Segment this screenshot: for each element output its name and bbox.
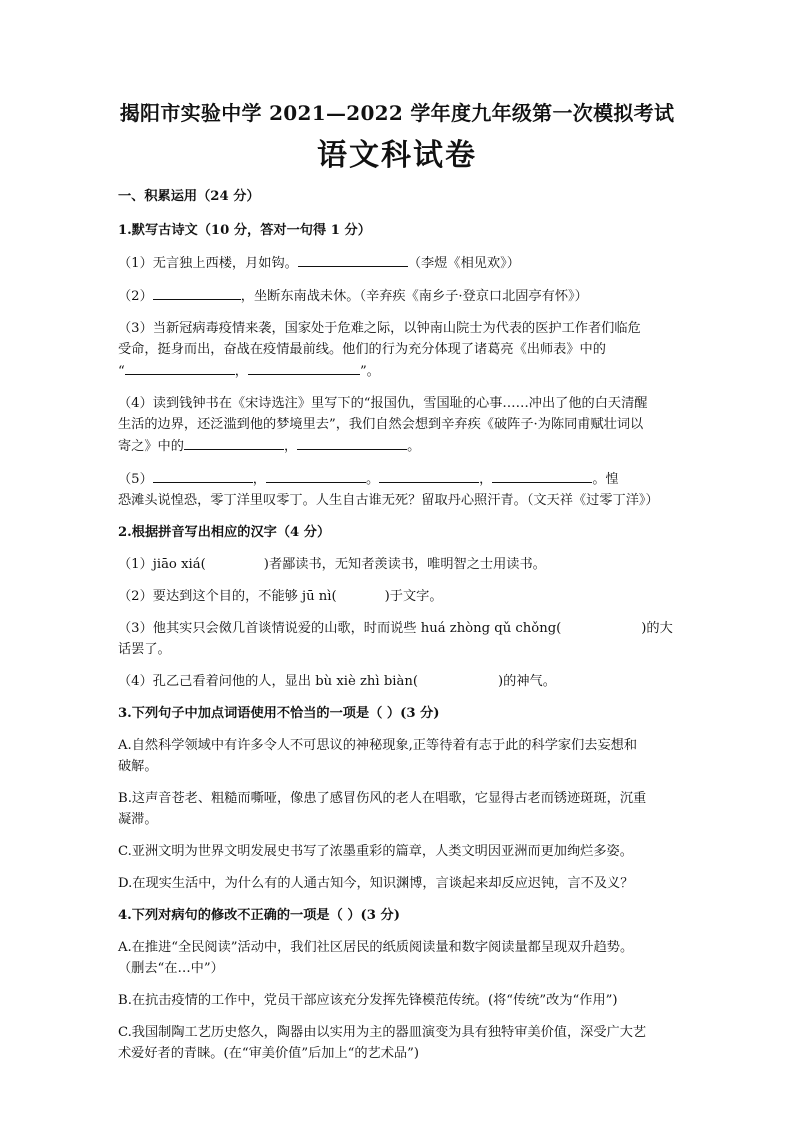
q2-item-3 bbox=[118, 618, 678, 660]
q3-option-a-line-1: A.自然科学领域中有许多令人不可思议的神秘现象,正等待着有志于此的科学家们去妄想和 bbox=[118, 738, 638, 753]
q2-item-2-end: )于文字。 bbox=[384, 589, 443, 604]
q4-option-c-line-1: C.我国制陶工艺历史悠久，陶器由以实用为主的器皿演变为具有独特审美价值，深受广大艺 bbox=[118, 1025, 647, 1040]
answer-blank[interactable] bbox=[492, 468, 592, 483]
q2-item-1 bbox=[118, 554, 678, 575]
answer-blank[interactable] bbox=[125, 360, 235, 375]
q3-option-b-line-1: B.这声音苍老、粗糙而嘶哑，像患了感冒伤风的老人在唱歌，它显得古老而锈迹斑斑，沉重 bbox=[118, 791, 647, 806]
answer-blank[interactable] bbox=[248, 360, 360, 375]
q2-item-2-text: （2）要达到这个目的，不能够 jū nì( bbox=[118, 589, 337, 604]
exam-content bbox=[118, 186, 678, 1075]
q2-item-4 bbox=[118, 671, 678, 692]
q1-item-3 bbox=[118, 318, 678, 382]
q3-option-c[interactable]: C.亚洲文明为世界文明发展史书写了浓墨重彩的篇章，人类文明因亚洲而更加绚烂多姿。 bbox=[118, 844, 633, 859]
answer-blank[interactable] bbox=[266, 468, 366, 483]
q1-item-3-line-1: （3）当新冠病毒疫情来袭，国家处于危难之际，以钟南山院士为代表的医护工作者们临危 bbox=[118, 321, 641, 336]
question-1-heading: 1.默写古诗文（10 分，答对一句得 1 分） bbox=[118, 223, 371, 238]
period: 。 bbox=[365, 472, 380, 487]
q4-option-a-line-2: （删去“在…中”） bbox=[118, 961, 224, 976]
q4-option-a-line-1: A.在推进“全民阅读”活动中，我们社区居民的纸质阅读量和数字阅读量都呈现双升趋势。 bbox=[118, 940, 634, 955]
section-heading: 一、积累运用（24 分） bbox=[118, 189, 260, 204]
q1-item-2-text: ，坐断东南战未休。（辛弃疾《南乡子·登京口北固亭有怀》） bbox=[240, 289, 588, 304]
answer-blank[interactable] bbox=[184, 435, 284, 450]
answer-blank[interactable] bbox=[298, 252, 408, 267]
q3-option-b[interactable] bbox=[118, 788, 678, 830]
q1-item-4-line-2: 生活的边界，还泛滥到他的梦境里去”，我们自然会想到辛弃疾《破阵子·为陈同甫赋壮词以 bbox=[118, 417, 644, 432]
question-3-heading: 3.下列句子中加点词语使用不恰当的一项是（ ）(3 分) bbox=[118, 706, 440, 721]
q4-option-c[interactable] bbox=[118, 1022, 678, 1064]
period: 。 bbox=[407, 439, 421, 454]
exam-title: 揭阳市实验中学 2021—2022 学年度九年级第一次模拟考试 bbox=[119, 101, 675, 125]
q4-option-b[interactable]: B.在抗击疫情的工作中，党员干部应该充分发挥先锋模范传统。(将“传统”改为“作用”) bbox=[118, 993, 618, 1008]
q2-item-3-end: )的大 bbox=[641, 621, 673, 636]
question-2-heading: 2.根据拼音写出相应的汉字（4 分） bbox=[118, 525, 331, 540]
q3-option-a-line-2: 破解。 bbox=[118, 759, 158, 774]
q1-item-5 bbox=[118, 468, 678, 511]
q1-item-2-num: （2） bbox=[118, 289, 153, 304]
q2-item-4-end: )的神气。 bbox=[498, 674, 556, 689]
q1-item-1 bbox=[118, 252, 678, 274]
q2-item-4-text: （4）孔乙己看着问他的人，显出 bù xiè zhì biàn( bbox=[118, 674, 418, 689]
answer-blank[interactable] bbox=[153, 285, 241, 300]
comma: ， bbox=[283, 439, 298, 454]
exam-subtitle: 语文科试卷 bbox=[317, 138, 477, 173]
q2-item-3-text: （3）他其实只会傚几首谈情说爱的山歌，时而说些 huá zhòng qǔ chǒng( bbox=[118, 621, 562, 636]
q1-item-3-line-2: 受命，挺身而出，奋战在疫情最前线。他们的行为充分体现了诸葛亮《出师表》中的 bbox=[118, 342, 606, 357]
quote-open: “ bbox=[118, 364, 125, 379]
answer-blank[interactable] bbox=[379, 468, 479, 483]
q3-option-d[interactable]: D.在现实生活中，为什么有的人通古知今，知识渊博，言谈起来却反应迟钝，言不及义？ bbox=[118, 876, 634, 891]
q2-item-3-line-2: 话罢了。 bbox=[118, 642, 171, 657]
comma: ， bbox=[234, 364, 248, 379]
q1-item-5-num: （5） bbox=[118, 472, 153, 487]
comma: ， bbox=[252, 472, 266, 487]
q1-item-1-source: （李煜《相见欢》） bbox=[407, 256, 520, 271]
q1-item-1-text: （1）无言独上西楼，月如钩。 bbox=[118, 256, 298, 271]
q4-option-a[interactable] bbox=[118, 937, 678, 979]
q1-item-4 bbox=[118, 393, 678, 457]
q2-item-1-pinyin: （1）jiāo xiá( bbox=[118, 557, 206, 572]
q1-item-4-line-3: 寄之》中的 bbox=[118, 439, 184, 454]
answer-blank[interactable] bbox=[297, 435, 407, 450]
q4-option-c-line-2: 术爱好者的青睐。(在“审美价值”后加上“的艺术品”) bbox=[118, 1046, 420, 1061]
q1-item-2 bbox=[118, 285, 678, 307]
period: 。惶 bbox=[592, 472, 619, 487]
question-4-heading: 4.下列对病句的修改不正确的一项是（ ）(3 分) bbox=[118, 908, 400, 923]
comma: ， bbox=[479, 472, 493, 487]
q1-item-4-line-1: （4）读到钱钟书在《宋诗选注》里写下的“报国仇，雪国耻的心事……冲出了他的白天清醒 bbox=[118, 396, 648, 411]
q2-item-2 bbox=[118, 586, 678, 607]
answer-blank[interactable] bbox=[153, 468, 253, 483]
q2-item-1-text: )者鄙读书，无知者羡读书，唯明智之士用读书。 bbox=[263, 557, 546, 572]
q3-option-a[interactable] bbox=[118, 735, 678, 777]
quote-close: ”。 bbox=[359, 364, 380, 379]
q1-item-5-line-2: 恐滩头说惶恐，零丁洋里叹零丁。人生自古谁无死？留取丹心照汗青。（文天祥《过零丁洋》） bbox=[118, 493, 659, 508]
q3-option-b-line-2: 凝滞。 bbox=[118, 812, 158, 827]
